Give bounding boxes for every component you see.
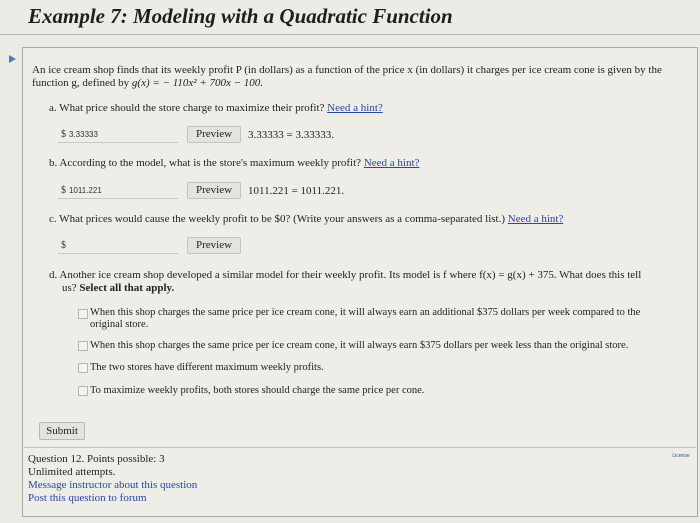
part-c-answer-input[interactable] — [58, 237, 178, 254]
currency-symbol: $ — [61, 129, 66, 140]
part-d-question-line-1: d. Another ice cream shop developed a similar model for their weekly profit. Its model is f where f(x) = g(x) + 375. What does this tell — [49, 269, 642, 281]
part-a-preview-result: 3.33333 = 3.33333. — [248, 129, 334, 141]
intro-line-1: An ice cream shop finds that its weekly profit P (in dollars) as a function of the price x (in dollars) it charges per ice cream cone is given by the — [32, 64, 662, 76]
option-3-checkbox[interactable] — [78, 363, 88, 373]
part-a-answer-input[interactable] — [58, 126, 178, 143]
submit-button[interactable]: Submit — [39, 422, 85, 440]
page-title: Example 7: Modeling with a Quadratic Function — [28, 4, 453, 28]
license-badge[interactable]: License — [672, 453, 690, 459]
part-a-question — [49, 101, 383, 115]
part-c-label: c. What prices would cause the weekly profit to be $0? (Write your answers as a comma-separated list.) — [49, 213, 505, 225]
title-divider — [0, 34, 700, 35]
part-d-question-prefix: us? — [62, 282, 80, 294]
intro-line-2-text: function g, defined by — [32, 77, 132, 89]
option-1-line-1: When this shop charges the same price per ice cream cone, it will always earn an additional $375 dollars per week compared to the — [90, 307, 641, 318]
intro-line-2 — [32, 77, 696, 90]
part-a-preview-button[interactable]: Preview — [187, 126, 241, 143]
option-1-label[interactable] — [90, 307, 690, 331]
currency-symbol: $ — [61, 185, 66, 196]
option-4-label[interactable]: To maximize weekly profits, both stores should charge the same price per cone. — [90, 385, 425, 396]
part-a-answer-value: 3.33333 — [69, 130, 98, 139]
part-c-question — [49, 212, 563, 226]
select-all-instruction: Select all that apply. — [79, 282, 175, 294]
option-2-label[interactable]: When this shop charges the same price per ice cream cone, it will always earn $375 dollars per week less than the original store. — [90, 340, 629, 351]
option-1-checkbox[interactable] — [78, 309, 88, 319]
currency-symbol: $ — [61, 240, 66, 251]
problem-intro — [32, 64, 696, 90]
collapse-triangle-icon[interactable] — [9, 55, 16, 63]
option-4-checkbox[interactable] — [78, 386, 88, 396]
part-a-label: a. What price should the store charge to maximize their profit? — [49, 102, 325, 114]
attempts-info: Unlimited attempts. — [28, 466, 116, 478]
part-b-hint-link[interactable]: Need a hint? — [363, 157, 420, 169]
part-b-answer-input[interactable] — [58, 182, 178, 199]
part-b-preview-result: 1011.221 = 1011.221. — [248, 185, 345, 197]
intro-formula: g(x) = − 110x² + 700x − 100. — [131, 77, 264, 89]
part-c-preview-button[interactable]: Preview — [187, 237, 241, 254]
message-instructor-link[interactable]: Message instructor about this question — [28, 479, 198, 491]
option-3-label[interactable]: The two stores have different maximum weekly profits. — [90, 362, 324, 373]
post-to-forum-link[interactable]: Post this question to forum — [28, 492, 147, 504]
question-info: Question 12. Points possible: 3 — [28, 453, 165, 465]
option-2-checkbox[interactable] — [78, 341, 88, 351]
part-b-question — [49, 156, 419, 170]
option-1-line-2: original store. — [90, 319, 149, 330]
footer-divider — [24, 447, 696, 448]
part-b-label: b. According to the model, what is the store's maximum weekly profit? — [49, 157, 362, 169]
part-b-preview-button[interactable]: Preview — [187, 182, 241, 199]
part-b-answer-value: 1011.221 — [69, 186, 102, 195]
part-d-question-line-2 — [62, 281, 174, 295]
part-c-hint-link[interactable]: Need a hint? — [507, 213, 564, 225]
part-a-hint-link[interactable]: Need a hint? — [327, 102, 383, 114]
